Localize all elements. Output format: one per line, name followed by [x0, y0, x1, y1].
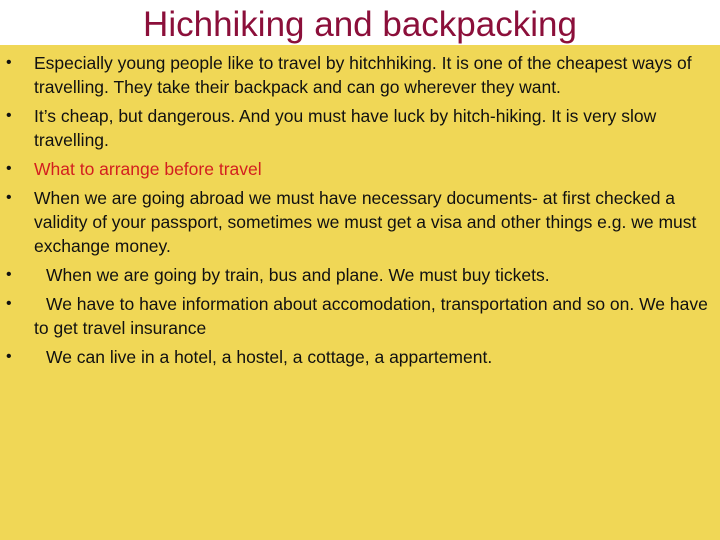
bullet-icon: •: [6, 348, 12, 365]
bullet-item: [0, 186, 720, 258]
bullet-text: We have to have information about accomodation, transportation and so on. We have to get travel insurance: [34, 294, 708, 338]
bullet-text: When we are going abroad we must have necessary documents- at first checked a validity of your passport, sometimes we must get a visa and other things e.g. we must exchange money.: [34, 188, 697, 256]
bullet-text: It’s cheap, but dangerous. And you must have luck by hitch-hiking. It is very slow travelling.: [34, 106, 657, 150]
bullet-item: [0, 51, 720, 99]
bullet-text: When we are going by train, bus and plane. We must buy tickets.: [46, 265, 550, 285]
bullet-icon: •: [6, 160, 12, 177]
bullet-icon: •: [6, 266, 12, 283]
bullet-text: Especially young people like to travel by hitchhiking. It is one of the cheapest ways of travelling. They take their backpack and can go wherever they want.: [34, 53, 692, 97]
bullet-text: We can live in a hotel, a hostel, a cottage, a appartement.: [46, 347, 493, 367]
bullet-list: [0, 45, 720, 369]
bullet-item-highlight: [0, 157, 720, 181]
slide-title: Hichhiking and backpacking: [143, 5, 577, 44]
bullet-text: What to arrange before travel: [34, 159, 262, 179]
bullet-icon: •: [6, 107, 12, 124]
bullet-icon: •: [6, 189, 12, 206]
bullet-icon: •: [6, 295, 12, 312]
bullet-item: [0, 263, 720, 287]
bullet-item: [0, 104, 720, 152]
bullet-icon: •: [6, 54, 12, 71]
bullet-item: [0, 345, 720, 369]
content-area: [0, 45, 720, 540]
bullet-item: [0, 292, 720, 340]
